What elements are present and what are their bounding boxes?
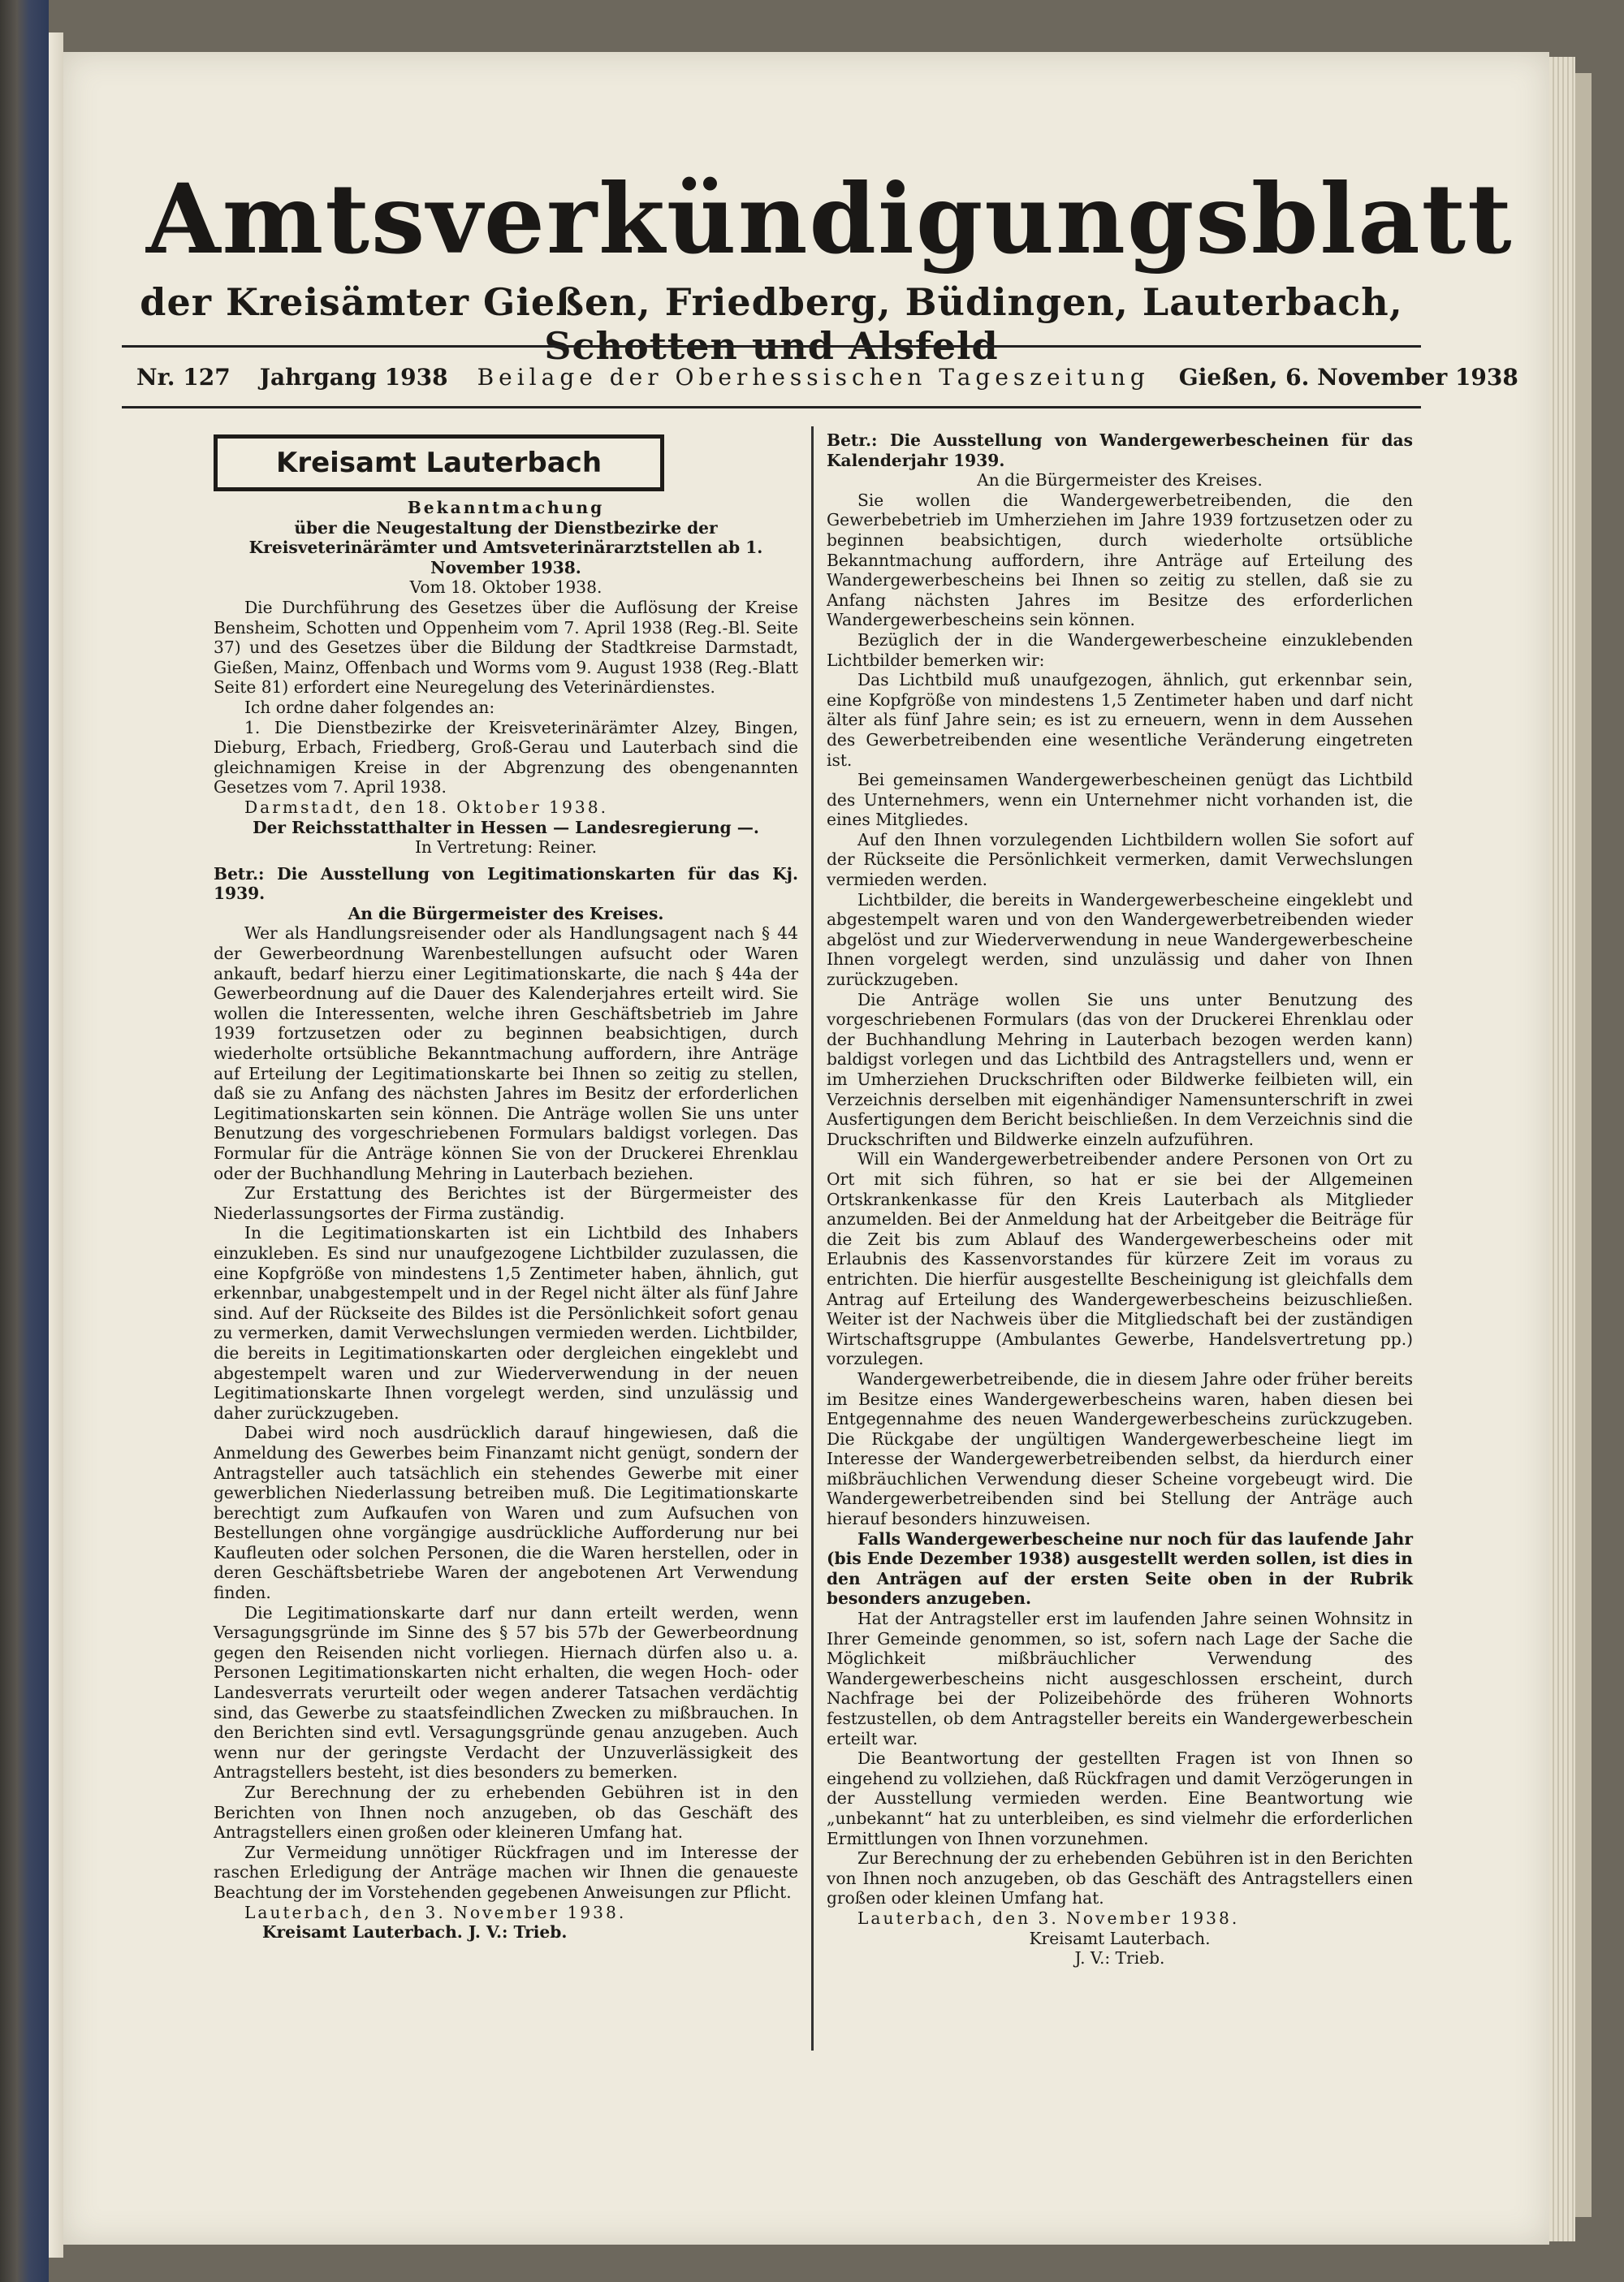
issue-number: Nr. 127 xyxy=(136,363,231,391)
addressee: An die Bürgermeister des Kreises. xyxy=(977,470,1263,491)
notice-date: Vom 18. Oktober 1938. xyxy=(409,577,603,598)
paragraph: Auf den Ihnen vorzulegenden Lichtbildern wollen Sie sofort auf der Rückseite die Persönlichkeit vermerken, damit Verwechslungen vermieden werden. xyxy=(827,829,1413,890)
signature-name: In Vertretung: Reiner. xyxy=(414,837,598,858)
paragraph: Zur Erstattung des Berichtes ist der Bürgermeister des Niederlassungsortes der Firma zuständig. xyxy=(214,1183,798,1223)
place-date: Lauterbach, den 3. November 1938. xyxy=(857,1908,1240,1928)
cover-edge xyxy=(1575,73,1592,2217)
issue-info-bar xyxy=(122,345,1518,408)
notice-subject: über die Neugestaltung der Dienstbezirke der Kreisveterinärämter und Amtsveterinärarztstellen ab 1. November 1938. xyxy=(248,517,763,577)
paragraph: Lichtbilder, die bereits in Wandergewerbescheine eingeklebt und abgestempelt waren und von den Wandergewerbetreibenden wieder abgelöst und zur Wiederverwendung in neue Wandergewerbescheine Ihnen vorgelegt werden, sind unzulässig und daher von Ihnen zurückzugeben. xyxy=(827,889,1413,990)
signature: Kreisamt Lauterbach. J. V.: Trieb. xyxy=(262,1922,568,1943)
masthead-subtitle: der Kreisämter Gießen, Friedberg, Büdingen, Lauterbach, Schotten und Alsfeld xyxy=(140,280,1403,368)
subject-line: Betr.: Die Ausstellung von Wandergewerbescheinen für das Kalenderjahr 1939. xyxy=(827,430,1413,470)
signature-authority: Kreisamt Lauterbach. xyxy=(1029,1928,1211,1948)
paragraph: Zur Berechnung der zu erhebenden Gebühren ist in den Berichten von Ihnen noch anzugeben, ob das Geschäft des Antragstellers einen großen oder kleinen Umfang hat. xyxy=(827,1848,1413,1908)
paragraph: Wer als Handlungsreisender oder als Handlungsagent nach § 44 der Gewerbeordnung Warenbestellungen aufsucht oder Waren ankauft, bedarf hierzu einer Legitimationskarte, die nach § 44a der Gewerbeordnung auf die Dauer des Kalenderjahres erteilt wird. Sie wollen die Interessenten, welche ihren Geschäftsbetrieb im Jahre 1939 fortzusetzen oder zu beginnen beabsichtigen, durch wiederholte ortsübliche Bekanntmachung auffordern, ihre Anträge auf Erteilung der Legitimationskarte bei Ihnen so zeitig zu stellen, daß sie zu Anfang des nächsten Jahres im Besitz der erforderlichen Legitimationskarten sein können. Die Anträge wollen Sie uns unter Benutzung des vorgeschriebenen Formulars baldigst vorlegen. Das Formular für die Anträge können Sie von der Druckerei Ehrenklau oder der Buchhandlung Mehring in Lauterbach beziehen. xyxy=(214,923,798,1183)
paragraph: Ich ordne daher folgendes an: xyxy=(244,697,495,717)
paragraph: Die Legitimationskarte darf nur dann erteilt werden, wenn Versagungsgründe im Sinne des § 57 bis 57b der Gewerbeordnung gegen den Reisenden nicht vorliegen. Hiernach dürfen also u. a. Personen Legitimationskarten nicht erhalten, die wegen Hoch- oder Landesverrats verurteilt oder wegen anderer Tatsachen verdächtig sind, das Gewerbe zu staatsfeindlichen Zwecken zu mißbrauchen. In den Berichten sind evtl. Versagungsgründe genau anzugeben. Auch wenn nur der geringste Verdacht der Unzuverlässigkeit des Antragstellers besteht, ist dies besonders zu bemerken. xyxy=(214,1602,798,1783)
book-binding xyxy=(0,0,49,2282)
addressee: An die Bürgermeister des Kreises. xyxy=(348,903,664,923)
supplement-label: Beilage der Oberhessischen Tageszeitung xyxy=(477,363,1150,391)
issue-place-date: Gießen, 6. November 1938 xyxy=(1178,363,1518,391)
paragraph: Die Anträge wollen Sie uns unter Benutzung des vorgeschriebenen Formulars (das von der Druckerei Ehrenklau oder der Buchhandlung Mehring in Lauterbach bezogen werden kann) baldigst vorlegen und das Lichtbild des Antragstellers und, wenn er im Umherziehen Druckschriften oder Bildwerke feilbieten will, ein Verzeichnis derselben mit eigenhändiger Namensunterschrift in zwei Ausfertigungen dem Bericht beischließen. In dem Verzeichnis sind die Druckschriften und Bildwerke einzeln aufzuführen. xyxy=(827,989,1413,1149)
place-date: Lauterbach, den 3. November 1938. xyxy=(244,1902,627,1922)
paragraph: Zur Berechnung der zu erhebenden Gebühren ist in den Berichten von Ihnen noch anzugeben, ob das Geschäft des Antragstellers einen großen oder kleineren Umfang hat. xyxy=(214,1783,798,1843)
signature-authority: Der Reichsstatthalter in Hessen — Landesregierung —. xyxy=(253,817,759,837)
paragraph: Bei gemeinsamen Wandergewerbescheinen genügt das Lichtbild des Unternehmers, wenn ein Unternehmer nicht vorhanden ist, die eines Mitgliedes. xyxy=(827,770,1413,830)
paragraph: Bezüglich der in die Wandergewerbescheine einzuklebenden Lichtbilder bemerken wir: xyxy=(827,629,1413,670)
paragraph: Dabei wird noch ausdrücklich darauf hingewiesen, daß die Anmeldung des Gewerbes beim Finanzamt nicht genügt, sondern der Antragsteller auch tatsächlich ein stehendes Gewerbe mit einer gewerblichen Niederlassung betreiben muß. Die Legitimationskarte berechtigt zum Aufkaufen von Waren und zum Aufsuchen von Bestellungen ohne vorgängige ausdrückliche Aufforderung nur bei Kaufleuten oder solchen Personen, die die Waren herstellen, oder in deren Geschäftsbetriebe Waren der angebotenen Art Verwendung finden. xyxy=(214,1423,798,1603)
place-date: Darmstadt, den 18. Oktober 1938. xyxy=(244,797,608,817)
right-column xyxy=(827,430,1413,1969)
paragraph: Falls Wandergewerbescheine nur noch für das laufende Jahr (bis Ende Dezember 1938) ausgestellt werden sollen, ist dies in den Anträgen auf der ersten Seite oben in der Rubrik besonders anzugeben. xyxy=(827,1528,1413,1609)
subject-line: Betr.: Die Ausstellung von Legitimationskarten für das Kj. 1939. xyxy=(214,863,798,904)
column-rule xyxy=(811,426,814,2051)
paragraph: Das Lichtbild muß unaufgezogen, ähnlich, gut erkennbar sein, eine Kopfgröße von mindestens 1,5 Zentimeter haben und darf nicht älter als fünf Jahre sein; es ist zu erneuern, wenn in dem Aussehen des Gewerbetreibenden eine wesentliche Veränderung eingetreten ist. xyxy=(827,670,1413,770)
paragraph: Die Beantwortung der gestellten Fragen ist von Ihnen so eingehend zu vollziehen, daß Rückfragen und damit Verzögerungen in der Ausstellung vermieden werden. Eine Beantwortung wie „unbekannt“ hat zu unterbleiben, es sind vielmehr die erforderlichen Ermittlungen von Ihnen vorzunehmen. xyxy=(827,1748,1413,1848)
issue-year: Jahrgang 1938 xyxy=(259,363,448,391)
paragraph: Wandergewerbetreibende, die in diesem Jahre oder früher bereits im Besitze eines Wandergewerbescheins waren, haben diesen bei Entgegennahme des neuen Wandergewerbescheins zurückzugeben. Die Rückgabe der ungültigen Wandergewerbescheine liegt im Interesse der Wandergewerbetreibenden selbst, da hierdurch einer mißbräuchlichen Verwendung dieser Scheine vorgebeugt wird. Die Wandergewerbetreibenden sind bei Stellung der Anträge auch hierauf besonders hinzuweisen. xyxy=(827,1368,1413,1529)
paragraph: Die Durchführung des Gesetzes über die Auflösung der Kreise Bensheim, Schotten und Oppenheim vom 7. April 1938 (Reg.-Bl. Seite 37) und des Gesetzes über die Bildung der Stadtkreise Darmstadt, Gießen, Mainz, Offenbach und Worms vom 9. August 1938 (Reg.-Blatt Seite 81) erfordert eine Neuregelung des Veterinärdienstes. xyxy=(214,597,798,698)
page-stack-edge xyxy=(1549,57,1575,2241)
paragraph: Sie wollen die Wandergewerbetreibenden, die den Gewerbebetrieb im Umherziehen im Jahre 1939 fortzusetzen oder zu beginnen beabsichtigen, durch wiederholte ortsübliche Bekanntmachung auffordern, ihre Anträge auf Erteilung des Wandergewerbescheins bei Ihnen so zeitig zu stellen, daß sie zu Anfang nächsten Jahres im Besitze des erforderlichen Wandergewerbescheins sein können. xyxy=(827,490,1413,630)
paragraph: Hat der Antragsteller erst im laufenden Jahre seinen Wohnsitz in Ihrer Gemeinde genommen, so ist, sofern nach Lage der Sache die Möglichkeit mißbräuchlicher Verwendung des Wandergewerbescheins nicht ausgeschlossen erscheint, durch Nachfrage bei der Polizeibehörde des früheren Wohnorts festzustellen, ob dem Antragsteller bereits ein Wandergewerbeschein erteilt war. xyxy=(827,1609,1413,1748)
left-column xyxy=(214,451,798,1943)
paragraph: 1. Die Dienstbezirke der Kreisveterinärämter Alzey, Bingen, Dieburg, Erbach, Friedberg, Groß-Gerau und Lauterbach sind die gleichnamigen Kreise in der Abgrenzung des obengenannten Gesetzes vom 7. April 1938. xyxy=(214,717,798,797)
section-box-kreisamt: Kreisamt Lauterbach xyxy=(214,434,664,491)
signature-name: J. V.: Trieb. xyxy=(1074,1948,1165,1969)
paragraph: Will ein Wandergewerbetreibender andere Personen von Ort zu Ort mit sich führen, so hat er sie bei der Allgemeinen Ortskrankenkasse für den Kreis Lauterbach als Mitglieder anzumelden. Bei der Anmeldung hat der Arbeitgeber die Beiträge für die Zeit bis zum Ablauf des Wandergewerbescheins oder mit Erlaubnis des Kassenvorstandes für kürzere Zeit im voraus zu entrichten. Die hierfür ausgestellte Bescheinigung ist gleichfalls dem Antrag auf Erteilung des Wandergewerbescheins beizuschließen. Weiter ist der Nachweis über die Mitgliedschaft bei der zuständigen Wirtschaftsgruppe (Ambulantes Gewerbe, Handelsvertretung pp.) vorzulegen. xyxy=(827,1149,1413,1369)
paragraph: In die Legitimationskarten ist ein Lichtbild des Inhabers einzukleben. Es sind nur unaufgezogene Lichtbilder zuzulassen, die eine Kopfgröße von mindestens 1,5 Zentimeter haben, ähnlich, gut erkennbar, unabgestempelt und in der Regel nicht älter als fünf Jahre sind. Auf der Rückseite des Bildes ist die Persönlichkeit sofort genau zu vermerken, damit Verwechslungen vermieden werden. Lichtbilder, die bereits in Legitimationskarten oder dergleichen eingeklebt und abgestempelt waren und zur Wiederverwendung in der neuen Legitimationskarte Ihnen vorgelegt werden, sind unzulässig und daher zurückzugeben. xyxy=(214,1223,798,1423)
paragraph: Zur Vermeidung unnötiger Rückfragen und im Interesse der raschen Erledigung der Anträge machen wir Ihnen die genaueste Beachtung der im Vorstehenden gegebenen Anweisungen zur Pflicht. xyxy=(214,1842,798,1902)
notice-heading: Bekanntmachung xyxy=(407,498,605,517)
masthead-title: Amtsverkündigungsblatt xyxy=(146,162,1514,275)
facing-page-edge xyxy=(49,32,63,2258)
